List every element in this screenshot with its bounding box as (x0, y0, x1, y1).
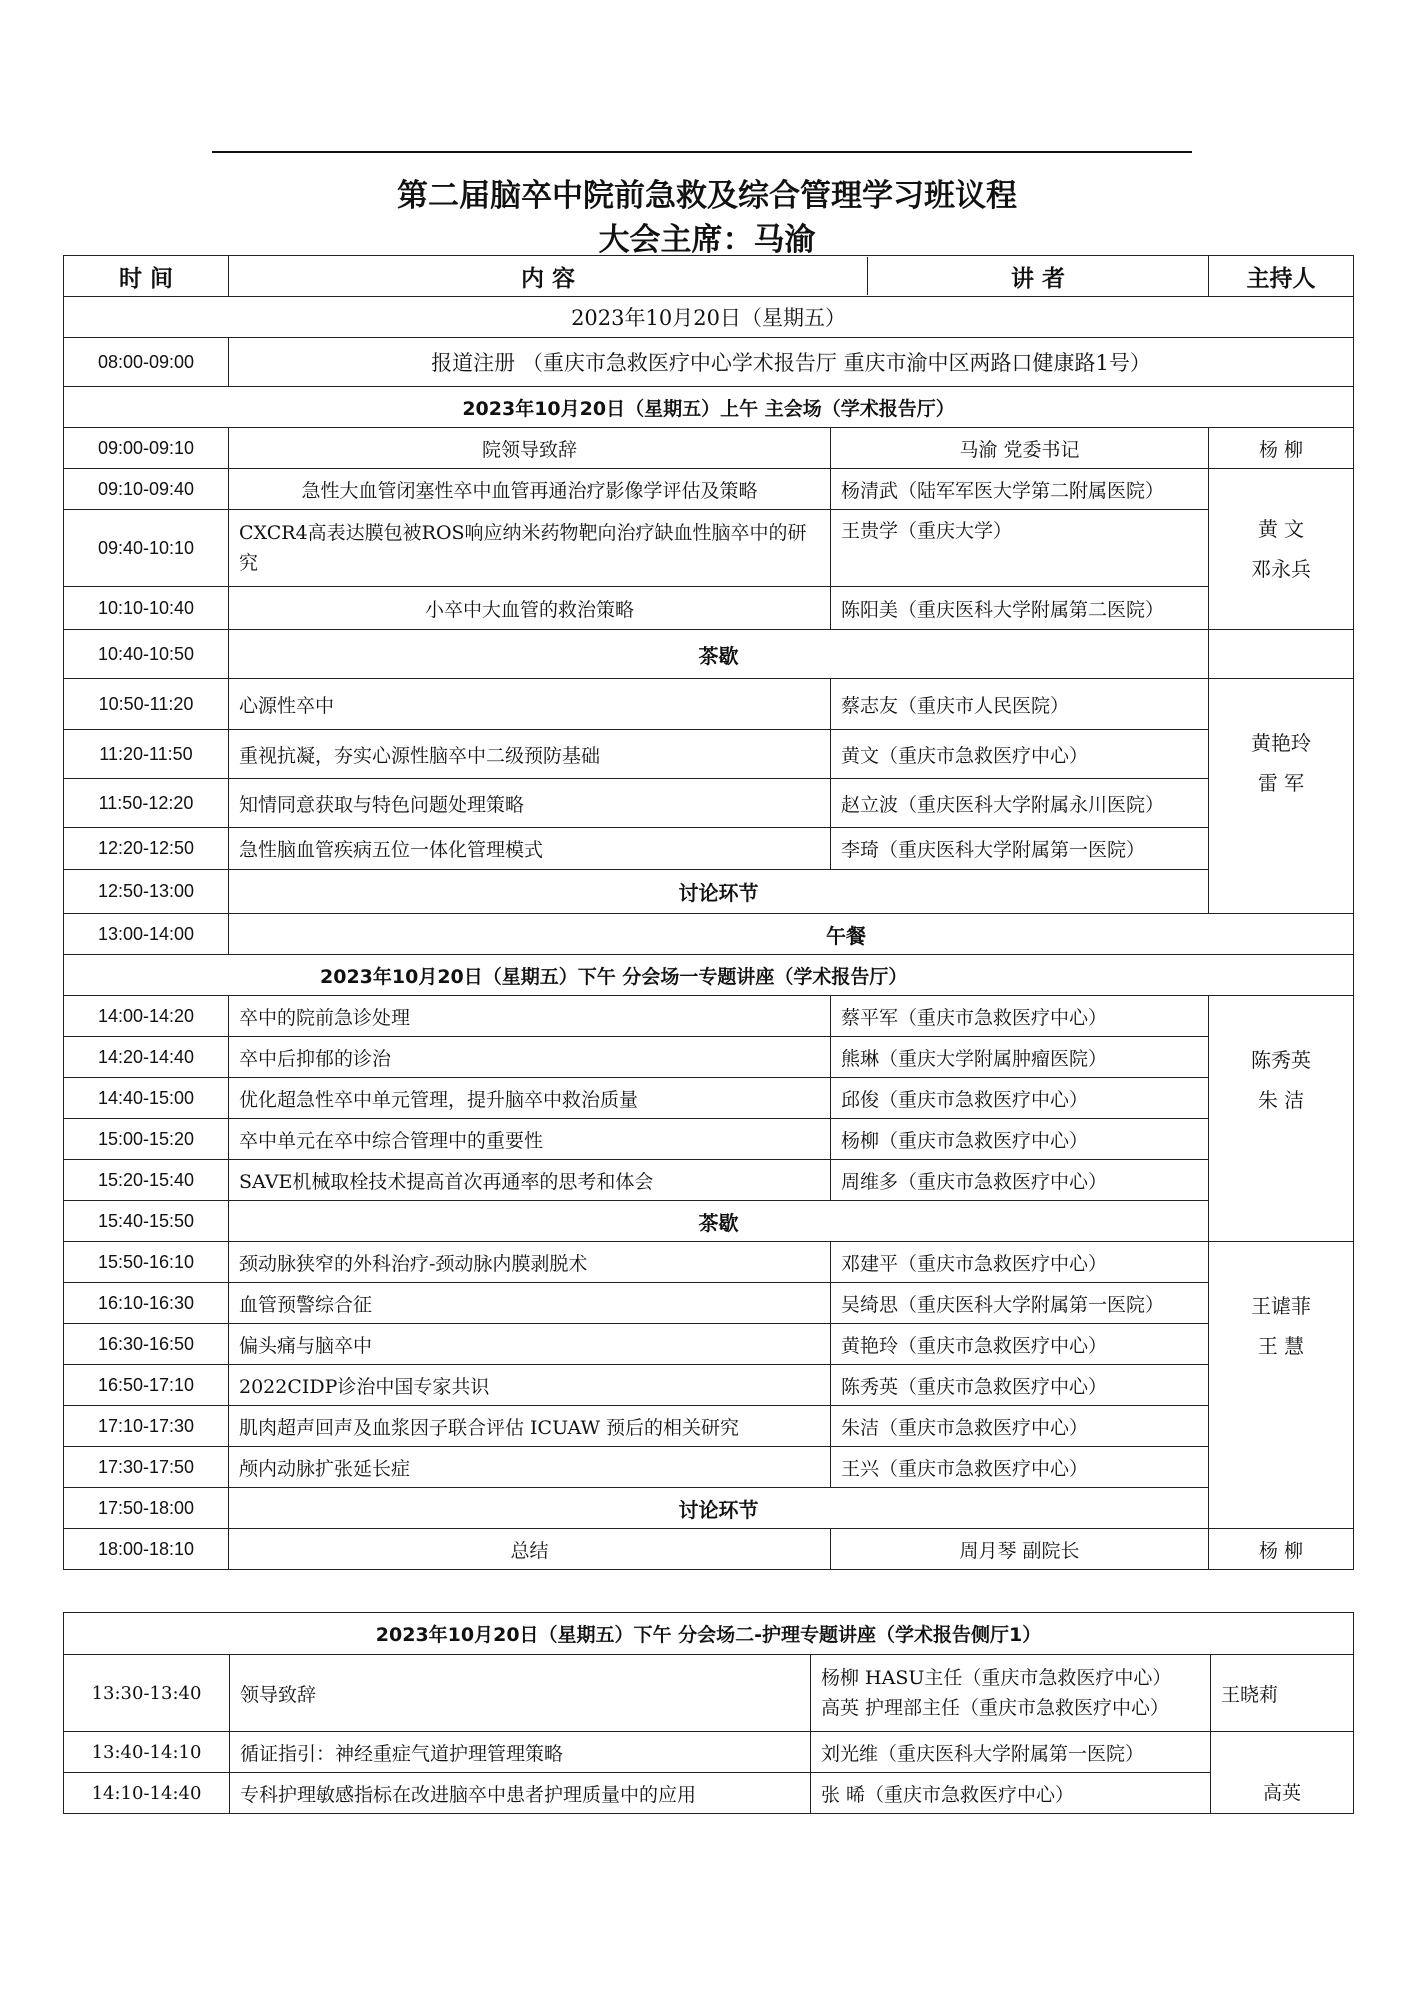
host-cell-block2 (1209, 679, 1354, 914)
host-cell-block3 (1209, 996, 1354, 1242)
content-cell: 血管预警综合征 (229, 1283, 831, 1324)
host-name: 朱 洁 (1257, 1088, 1305, 1112)
time-cell: 16:30-16:50 (64, 1324, 229, 1365)
content-cell: 急性脑血管疾病五位一体化管理模式 (229, 828, 831, 870)
time-cell: 15:40-15:50 (64, 1201, 229, 1242)
content-cell: 2022CIDP诊治中国专家共识 (229, 1365, 831, 1406)
host-name: 黄艳玲 (1251, 731, 1312, 755)
speaker-cell: 邱俊（重庆市急救医疗中心） (831, 1078, 1209, 1119)
time-cell: 15:20-15:40 (64, 1160, 229, 1201)
content-cell: 卒中后抑郁的诊治 (229, 1037, 831, 1078)
speaker-cell: 张 晞（重庆市急救医疗中心） (811, 1773, 1211, 1814)
page-title: 第二届脑卒中院前急救及综合管理学习班议程 (397, 178, 1017, 214)
content-cell: 领导致辞 (230, 1655, 811, 1732)
time-cell: 17:30-17:50 (64, 1447, 229, 1488)
discussion-label: 讨论环节 (229, 1488, 1209, 1529)
host-name: 黄 文 (1257, 517, 1305, 541)
tea-break: 茶歇 (229, 1201, 1209, 1242)
host-name: 陈秀英 (1251, 1048, 1312, 1072)
time-cell: 09:40-10:10 (64, 510, 229, 587)
day-header: 2023年10月20日（星期五） (64, 297, 1354, 338)
time-cell: 10:50-11:20 (64, 679, 229, 730)
speaker-cell: 周月琴 副院长 (831, 1529, 1209, 1570)
speaker-cell: 周维多（重庆市急救医疗中心） (831, 1160, 1209, 1201)
speaker-cell: 朱洁（重庆市急救医疗中心） (831, 1406, 1209, 1447)
time-cell: 13:00-14:00 (64, 914, 229, 955)
session-header-afternoon: 2023年10月20日（星期五）下午 分会场一专题讲座（学术报告厅） (64, 955, 1354, 996)
speaker-cell: 蔡志友（重庆市人民医院） (831, 679, 1209, 730)
chairman-line: 大会主席：马渝 (598, 222, 816, 258)
content-cell: 颈动脉狭窄的外科治疗-颈动脉内膜剥脱术 (229, 1242, 831, 1283)
tea-break: 茶歇 (229, 630, 1209, 679)
header-speaker: 讲 者 (1011, 265, 1066, 292)
time-cell: 17:10-17:30 (64, 1406, 229, 1447)
header-time: 时 间 (64, 256, 229, 297)
content-cell: 院领导致辞 (229, 428, 831, 469)
speaker-cell: 陈秀英（重庆市急救医疗中心） (831, 1365, 1209, 1406)
speaker-cell: 蔡平军（重庆市急救医疗中心） (831, 996, 1209, 1037)
time-cell: 09:00-09:10 (64, 428, 229, 469)
time-cell: 16:10-16:30 (64, 1283, 229, 1324)
host-name: 王 慧 (1257, 1334, 1305, 1358)
main-agenda-table (63, 255, 1354, 1570)
content-cell: 卒中的院前急诊处理 (229, 996, 831, 1037)
time-cell: 16:50-17:10 (64, 1365, 229, 1406)
content-cell: 偏头痛与脑卒中 (229, 1324, 831, 1365)
time-cell: 13:40-14:10 (64, 1732, 230, 1773)
time-cell: 14:00-14:20 (64, 996, 229, 1037)
content-cell: 总结 (229, 1529, 831, 1570)
speaker-line: 杨柳 HASU主任（重庆市急救医疗中心） (821, 1667, 1172, 1689)
time-cell: 17:50-18:00 (64, 1488, 229, 1529)
time-cell: 08:00-09:00 (64, 338, 229, 387)
content-cell: 小卒中大血管的救治策略 (229, 587, 831, 630)
content-cell: 专科护理敏感指标在改进脑卒中患者护理质量中的应用 (230, 1773, 811, 1814)
content-cell: 急性大血管闭塞性卒中血管再通治疗影像学评估及策略 (229, 469, 831, 510)
time-cell: 15:00-15:20 (64, 1119, 229, 1160)
content-cell: 肌肉超声回声及血浆因子联合评估 ICUAW 预后的相关研究 (229, 1406, 831, 1447)
speaker-cell: 王兴（重庆市急救医疗中心） (831, 1447, 1209, 1488)
registration-text: 报道注册 （重庆市急救医疗中心学术报告厅 重庆市渝中区两路口健康路1号） (229, 338, 1354, 387)
time-cell: 12:50-13:00 (64, 870, 229, 914)
time-cell: 14:10-14:40 (64, 1773, 230, 1814)
time-cell: 18:00-18:10 (64, 1529, 229, 1570)
lunch-label: 午餐 (229, 914, 1354, 955)
host-name: 雷 军 (1257, 771, 1305, 795)
speaker-cell (811, 1655, 1211, 1732)
time-cell: 12:20-12:50 (64, 828, 229, 870)
host-cell: 王晓莉 (1211, 1655, 1354, 1732)
speaker-cell: 杨清武（陆军军医大学第二附属医院） (831, 469, 1209, 510)
host-cell: 杨 柳 (1209, 428, 1354, 469)
content-cell: 重视抗凝，夯实心源性脑卒中二级预防基础 (229, 730, 831, 779)
content-cell: 卒中单元在卒中综合管理中的重要性 (229, 1119, 831, 1160)
content-cell: 心源性卒中 (229, 679, 831, 730)
nursing-session-table (63, 1612, 1354, 1814)
speaker-cell: 马渝 党委书记 (831, 428, 1209, 469)
speaker-cell: 邓建平（重庆市急救医疗中心） (831, 1242, 1209, 1283)
speaker-cell: 李琦（重庆医科大学附属第一医院） (831, 828, 1209, 870)
speaker-cell: 黄艳玲（重庆市急救医疗中心） (831, 1324, 1209, 1365)
header-host: 主持人 (1209, 256, 1354, 297)
speaker-cell: 熊琳（重庆大学附属肿瘤医院） (831, 1037, 1209, 1078)
host-name: 王谑菲 (1251, 1294, 1312, 1318)
host-cell: 杨 柳 (1209, 1529, 1354, 1570)
host-name: 邓永兵 (1251, 557, 1312, 581)
time-cell: 14:20-14:40 (64, 1037, 229, 1078)
time-cell: 10:40-10:50 (64, 630, 229, 679)
content-cell: 循证指引：神经重症气道护理管理策略 (230, 1732, 811, 1773)
speaker-cell: 赵立波（重庆医科大学附属永川医院） (831, 779, 1209, 828)
speaker-cell: 吴绮思（重庆医科大学附属第一医院） (831, 1283, 1209, 1324)
content-cell: 颅内动脉扩张延长症 (229, 1447, 831, 1488)
speaker-cell: 刘光维（重庆医科大学附属第一医院） (811, 1732, 1211, 1773)
content-cell: 知情同意获取与特色问题处理策略 (229, 779, 831, 828)
time-cell: 15:50-16:10 (64, 1242, 229, 1283)
session-header-morning: 2023年10月20日（星期五）上午 主会场（学术报告厅） (64, 387, 1354, 428)
content-cell: CXCR4高表达膜包被ROS响应纳米药物靶向治疗缺血性脑卒中的研究 (229, 510, 831, 587)
speaker-cell: 王贵学（重庆大学） (831, 510, 1209, 587)
header-content: 内 容 (229, 257, 868, 295)
time-cell: 10:10-10:40 (64, 587, 229, 630)
host-cell: 高英 (1211, 1732, 1354, 1814)
header-rule (212, 151, 1192, 153)
time-cell: 13:30-13:40 (64, 1655, 230, 1732)
time-cell: 11:20-11:50 (64, 730, 229, 779)
speaker-cell: 陈阳美（重庆医科大学附属第二医院） (831, 587, 1209, 630)
content-cell: 优化超急性卒中单元管理，提升脑卒中救治质量 (229, 1078, 831, 1119)
session-header-nursing: 2023年10月20日（星期五）下午 分会场二-护理专题讲座（学术报告侧厅1） (64, 1613, 1354, 1655)
speaker-cell: 杨柳（重庆市急救医疗中心） (831, 1119, 1209, 1160)
discussion-label: 讨论环节 (229, 870, 1209, 914)
content-cell: SAVE机械取栓技术提高首次再通率的思考和体会 (229, 1160, 831, 1201)
speaker-cell: 黄文（重庆市急救医疗中心） (831, 730, 1209, 779)
host-cell-block4 (1209, 1242, 1354, 1529)
time-cell: 14:40-15:00 (64, 1078, 229, 1119)
speaker-line: 高英 护理部主任（重庆市急救医疗中心） (821, 1697, 1170, 1719)
time-cell: 09:10-09:40 (64, 469, 229, 510)
time-cell: 11:50-12:20 (64, 779, 229, 828)
host-cell-block1 (1209, 469, 1354, 630)
